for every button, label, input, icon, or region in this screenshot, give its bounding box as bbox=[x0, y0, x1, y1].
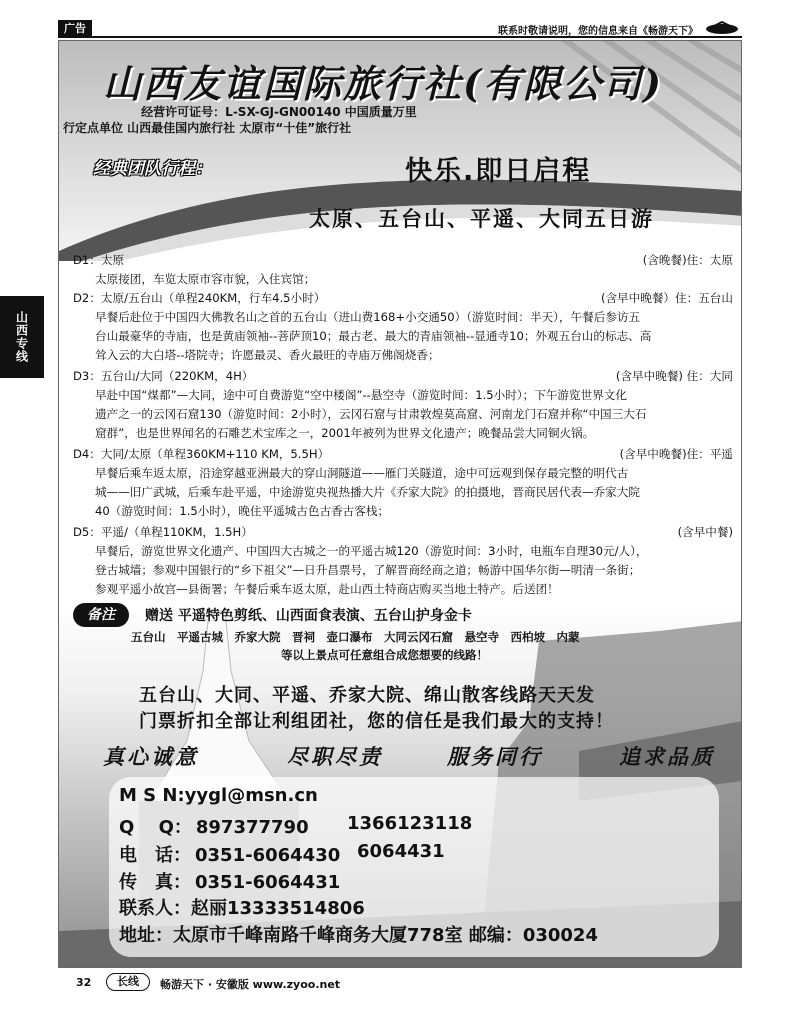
day-heading: D1：太原 bbox=[73, 253, 125, 267]
day-line: 早赴中国“煤都”—大同，途中可自费游览“空中楼阁”--悬空寺（游览时间：1.5小时）；下午游览世界文化 bbox=[95, 388, 627, 402]
source-notice: 联系时敬请说明，您的信息来自《畅游天下》 bbox=[498, 26, 698, 37]
day-meals: (含早中晚餐)住：平遥 bbox=[619, 447, 733, 461]
day-line: 早餐后乘车返太原，沿途穿越亚洲最大的穿山洞隧道——雁门关隧道，途中可远观到保存最完整的明代古 bbox=[95, 466, 629, 480]
region-side-tab: 山西专线 bbox=[0, 296, 44, 378]
fax-row bbox=[119, 868, 340, 894]
contact-person-row bbox=[119, 894, 365, 920]
motto-2: 尽职尽责 bbox=[287, 744, 383, 769]
msn-value: yygl@msn.cn bbox=[184, 785, 318, 806]
magazine-logo-icon bbox=[704, 21, 740, 35]
day-heading: D4：大同/太原（单程360KM+110 KM，5.5H） bbox=[73, 447, 330, 461]
day-line: 城——旧广武城，后乘车赴平遥，中途游览央视热播大片《乔家大院》的拍摄地，晋商民居代表—乔家大院 bbox=[95, 485, 640, 499]
day-line: 窟群”，也是世界闻名的石雕艺术宝库之一，2001年被列为世界文化遗产；晚餐品尝大同铜火锅。 bbox=[95, 426, 595, 440]
itinerary-day-5 bbox=[73, 523, 733, 599]
day-heading: D2：太原/五台山（单程240KM，行车4.5小时） bbox=[73, 291, 326, 305]
day-line: 早餐后，游览世界文化遗产、中国四大古城之一的平遥古城120（游览时间：3小时，电瓶车自理30元/人）， bbox=[95, 544, 648, 558]
address-value: 太原市千峰南路千峰商务大厦778室 邮编：030024 bbox=[173, 925, 598, 946]
day-line: 参观平遥小故宫—县衙署；午餐后乘车返太原，赴山西土特商店购买当地土特产。后送团！ bbox=[95, 582, 559, 596]
company-name: 山西友谊国际旅行社(有限公司) bbox=[103, 61, 663, 106]
qq-number-1: 897377790 bbox=[195, 817, 309, 838]
msn-row bbox=[119, 785, 318, 806]
day-line: 40（游览时间：1.5小时），晚住平遥城古色古香古客栈； bbox=[95, 504, 390, 518]
fax-number: 0351-6064431 bbox=[195, 872, 341, 893]
promo-line-2: 门票折扣全部让利组团社，您的信任是我们最大的支持！ bbox=[139, 711, 614, 732]
ad-label: 广告 bbox=[58, 20, 92, 38]
day-meals: (含早中晚餐) 住：大同 bbox=[615, 369, 733, 383]
phone-number-1: 0351-6064430 bbox=[195, 845, 341, 866]
promo-line-1: 五台山、大同、平遥、乔家大院、绵山散客线路天天发 bbox=[139, 685, 595, 706]
route-title: 太原、五台山、平遥、大同五日游 bbox=[309, 207, 654, 231]
magazine-credit: 畅游天下 · 安徽版 www.zyoo.net bbox=[160, 978, 341, 991]
page-number: 32 bbox=[76, 976, 92, 989]
day-heading: D5：平遥/（单程110KM，1.5H） bbox=[73, 525, 253, 539]
motto-4: 追求品质 bbox=[619, 744, 715, 769]
day-meals: (含晚餐)住：太原 bbox=[642, 253, 733, 267]
day-line: 早餐后赴位于中国四大佛教名山之首的五台山（进山费168+小交通50）（游览时间：半天），午餐后参访五 bbox=[95, 310, 641, 324]
contact-person-label: 联系人： bbox=[119, 898, 191, 919]
msn-label: M S N: bbox=[119, 785, 185, 806]
address-label: 地址： bbox=[119, 925, 173, 946]
contact-person-value: 赵丽13333514806 bbox=[191, 898, 365, 919]
phone-label: 电 话： bbox=[119, 845, 191, 866]
motto-3: 服务同行 bbox=[447, 744, 543, 769]
page-footer bbox=[58, 970, 742, 994]
qq-number-2: 1366123118 bbox=[347, 813, 473, 834]
itinerary-day-2 bbox=[73, 289, 733, 365]
combo-note: 等以上景点可任意组合成您想要的线路！ bbox=[281, 648, 488, 662]
attractions-list: 五台山 平遥古城 乔家大院 晋祠 壶口瀑布 大同云冈石窟 悬空寺 西柏坡 内蒙 bbox=[131, 630, 580, 644]
day-line: 遗产之一的云冈石窟130（游览时间：2小时），云冈石窟与甘肃敦煌莫高窟、河南龙门石窟并称“中国三大石 bbox=[95, 407, 647, 421]
qq-row bbox=[119, 813, 473, 839]
day-meals: (含早中晚餐）住：五台山 bbox=[600, 291, 733, 305]
phone-number-2: 6064431 bbox=[357, 841, 445, 862]
day-heading: D3：五台山/大同（220KM，4H） bbox=[73, 369, 254, 383]
phone-row bbox=[119, 841, 445, 867]
motto-1: 真心诚意 bbox=[103, 744, 199, 769]
honor-line: 行定点单位 山西最佳国内旅行社 太原市“十佳”旅行社 bbox=[63, 121, 352, 135]
itinerary bbox=[73, 251, 733, 599]
itinerary-day-1 bbox=[73, 251, 733, 289]
day-line: 耸入云的大白塔--塔院寺；许愿最灵、香火最旺的寺庙万佛阁烧香； bbox=[95, 348, 440, 362]
notes-badge: 备注 bbox=[73, 603, 129, 627]
hero-banner bbox=[59, 41, 742, 261]
section-tag: 长线 bbox=[106, 973, 150, 991]
ad-frame bbox=[58, 40, 742, 968]
fax-label: 传 真： bbox=[119, 872, 191, 893]
gifts-line: 赠送 平遥特色剪纸、山西面食表演、五台山护身金卡 bbox=[145, 608, 472, 624]
day-line: 台山最豪华的寺庙，也是黄庙领袖--菩萨顶10；最古老、最大的青庙领袖--显通寺10；外观五台山的标志、高 bbox=[95, 329, 652, 343]
top-bar bbox=[58, 20, 742, 38]
license-number: 经营许可证号：L-SX-GJ-GN00140 中国质量万里 bbox=[141, 105, 417, 119]
qq-label: Q Q： bbox=[119, 817, 192, 838]
day-line: 太原接团，车览太原市容市貌，入住宾馆； bbox=[95, 272, 316, 286]
slogan: 快乐.即日启程 bbox=[405, 156, 592, 187]
itinerary-day-3 bbox=[73, 367, 733, 443]
itinerary-day-4 bbox=[73, 445, 733, 521]
day-meals: (含早中餐) bbox=[677, 525, 733, 539]
address-row bbox=[119, 921, 598, 947]
day-line: 登古城墙；参观中国银行的“乡下祖父”—日升昌票号，了解晋商经商之道；畅游中国华尔街—明清一条街； bbox=[95, 563, 641, 577]
classic-tour-label: 经典团队行程： bbox=[93, 159, 212, 179]
